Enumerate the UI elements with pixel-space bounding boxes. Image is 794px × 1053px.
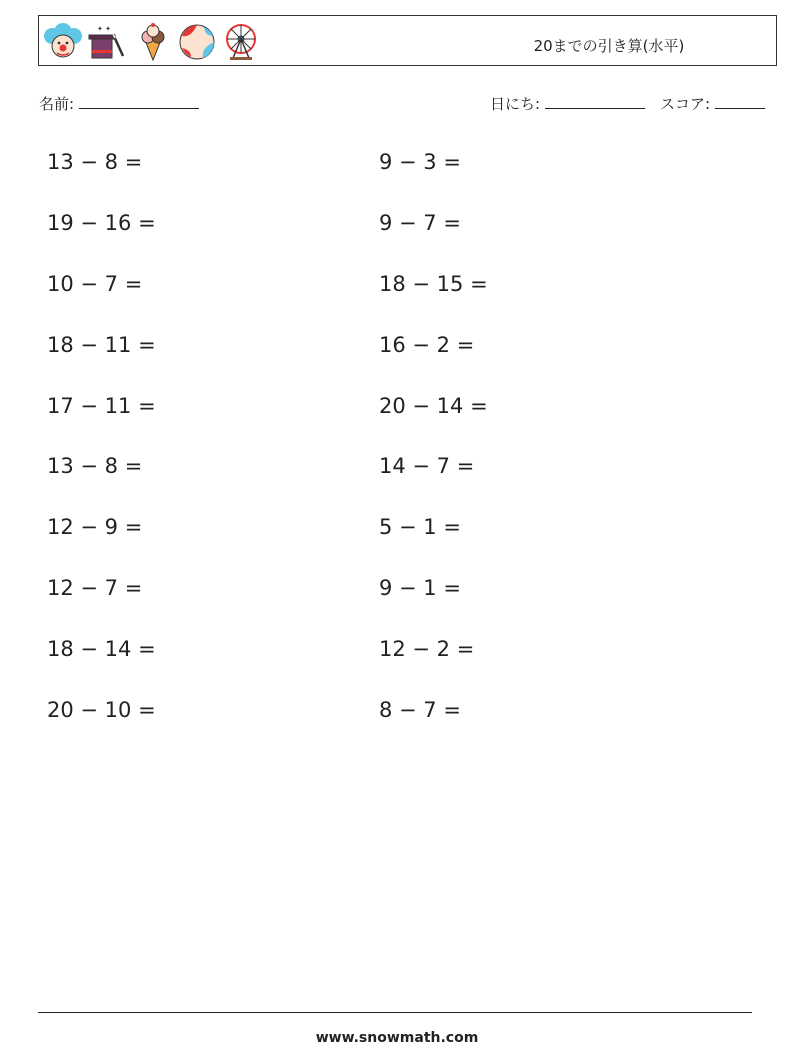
svg-text:✦ ✦: ✦ ✦ [97, 25, 111, 33]
problem-right-10: 8 − 7 = [379, 698, 461, 722]
clown-icon [43, 22, 83, 62]
name-label: 名前: [39, 95, 75, 113]
problem-right-2: 9 − 7 = [379, 211, 461, 235]
problem-left-4: 18 − 11 = [47, 333, 156, 357]
problem-right-7: 5 − 1 = [379, 515, 461, 539]
date-label: 日にち: [490, 95, 541, 113]
problem-left-1: 13 − 8 = [47, 150, 143, 174]
problem-left-7: 12 − 9 = [47, 515, 143, 539]
magic-hat-icon [87, 22, 127, 62]
footer-divider [38, 1012, 752, 1013]
problem-right-9: 12 − 2 = [379, 637, 475, 661]
name-field[interactable] [39, 93, 199, 114]
score-field[interactable] [660, 93, 765, 114]
problem-left-9: 18 − 14 = [47, 637, 156, 661]
date-blank[interactable] [545, 94, 645, 109]
problem-left-10: 20 − 10 = [47, 698, 156, 722]
beach-ball-icon [177, 22, 217, 62]
score-blank[interactable] [715, 94, 765, 109]
problem-right-1: 9 − 3 = [379, 150, 461, 174]
problem-left-5: 17 − 11 = [47, 394, 156, 418]
score-label: スコア: [660, 95, 711, 113]
name-blank[interactable] [79, 94, 199, 109]
problem-left-6: 13 − 8 = [47, 454, 143, 478]
ferris-wheel-icon [221, 22, 261, 62]
header-box [38, 15, 777, 66]
problem-right-4: 16 − 2 = [379, 333, 475, 357]
problem-right-5: 20 − 14 = [379, 394, 488, 418]
problem-left-2: 19 − 16 = [47, 211, 156, 235]
problem-right-3: 18 − 15 = [379, 272, 488, 296]
problem-left-3: 10 − 7 = [47, 272, 143, 296]
problem-right-8: 9 − 1 = [379, 576, 461, 600]
footer-url[interactable]: www.snowmath.com [315, 1030, 479, 1046]
ice-cream-icon [133, 22, 173, 62]
problem-right-6: 14 − 7 = [379, 454, 475, 478]
problem-left-8: 12 − 7 = [47, 576, 143, 600]
worksheet-title: 20までの引き算(水平) [533, 37, 685, 55]
date-field[interactable] [490, 93, 645, 114]
